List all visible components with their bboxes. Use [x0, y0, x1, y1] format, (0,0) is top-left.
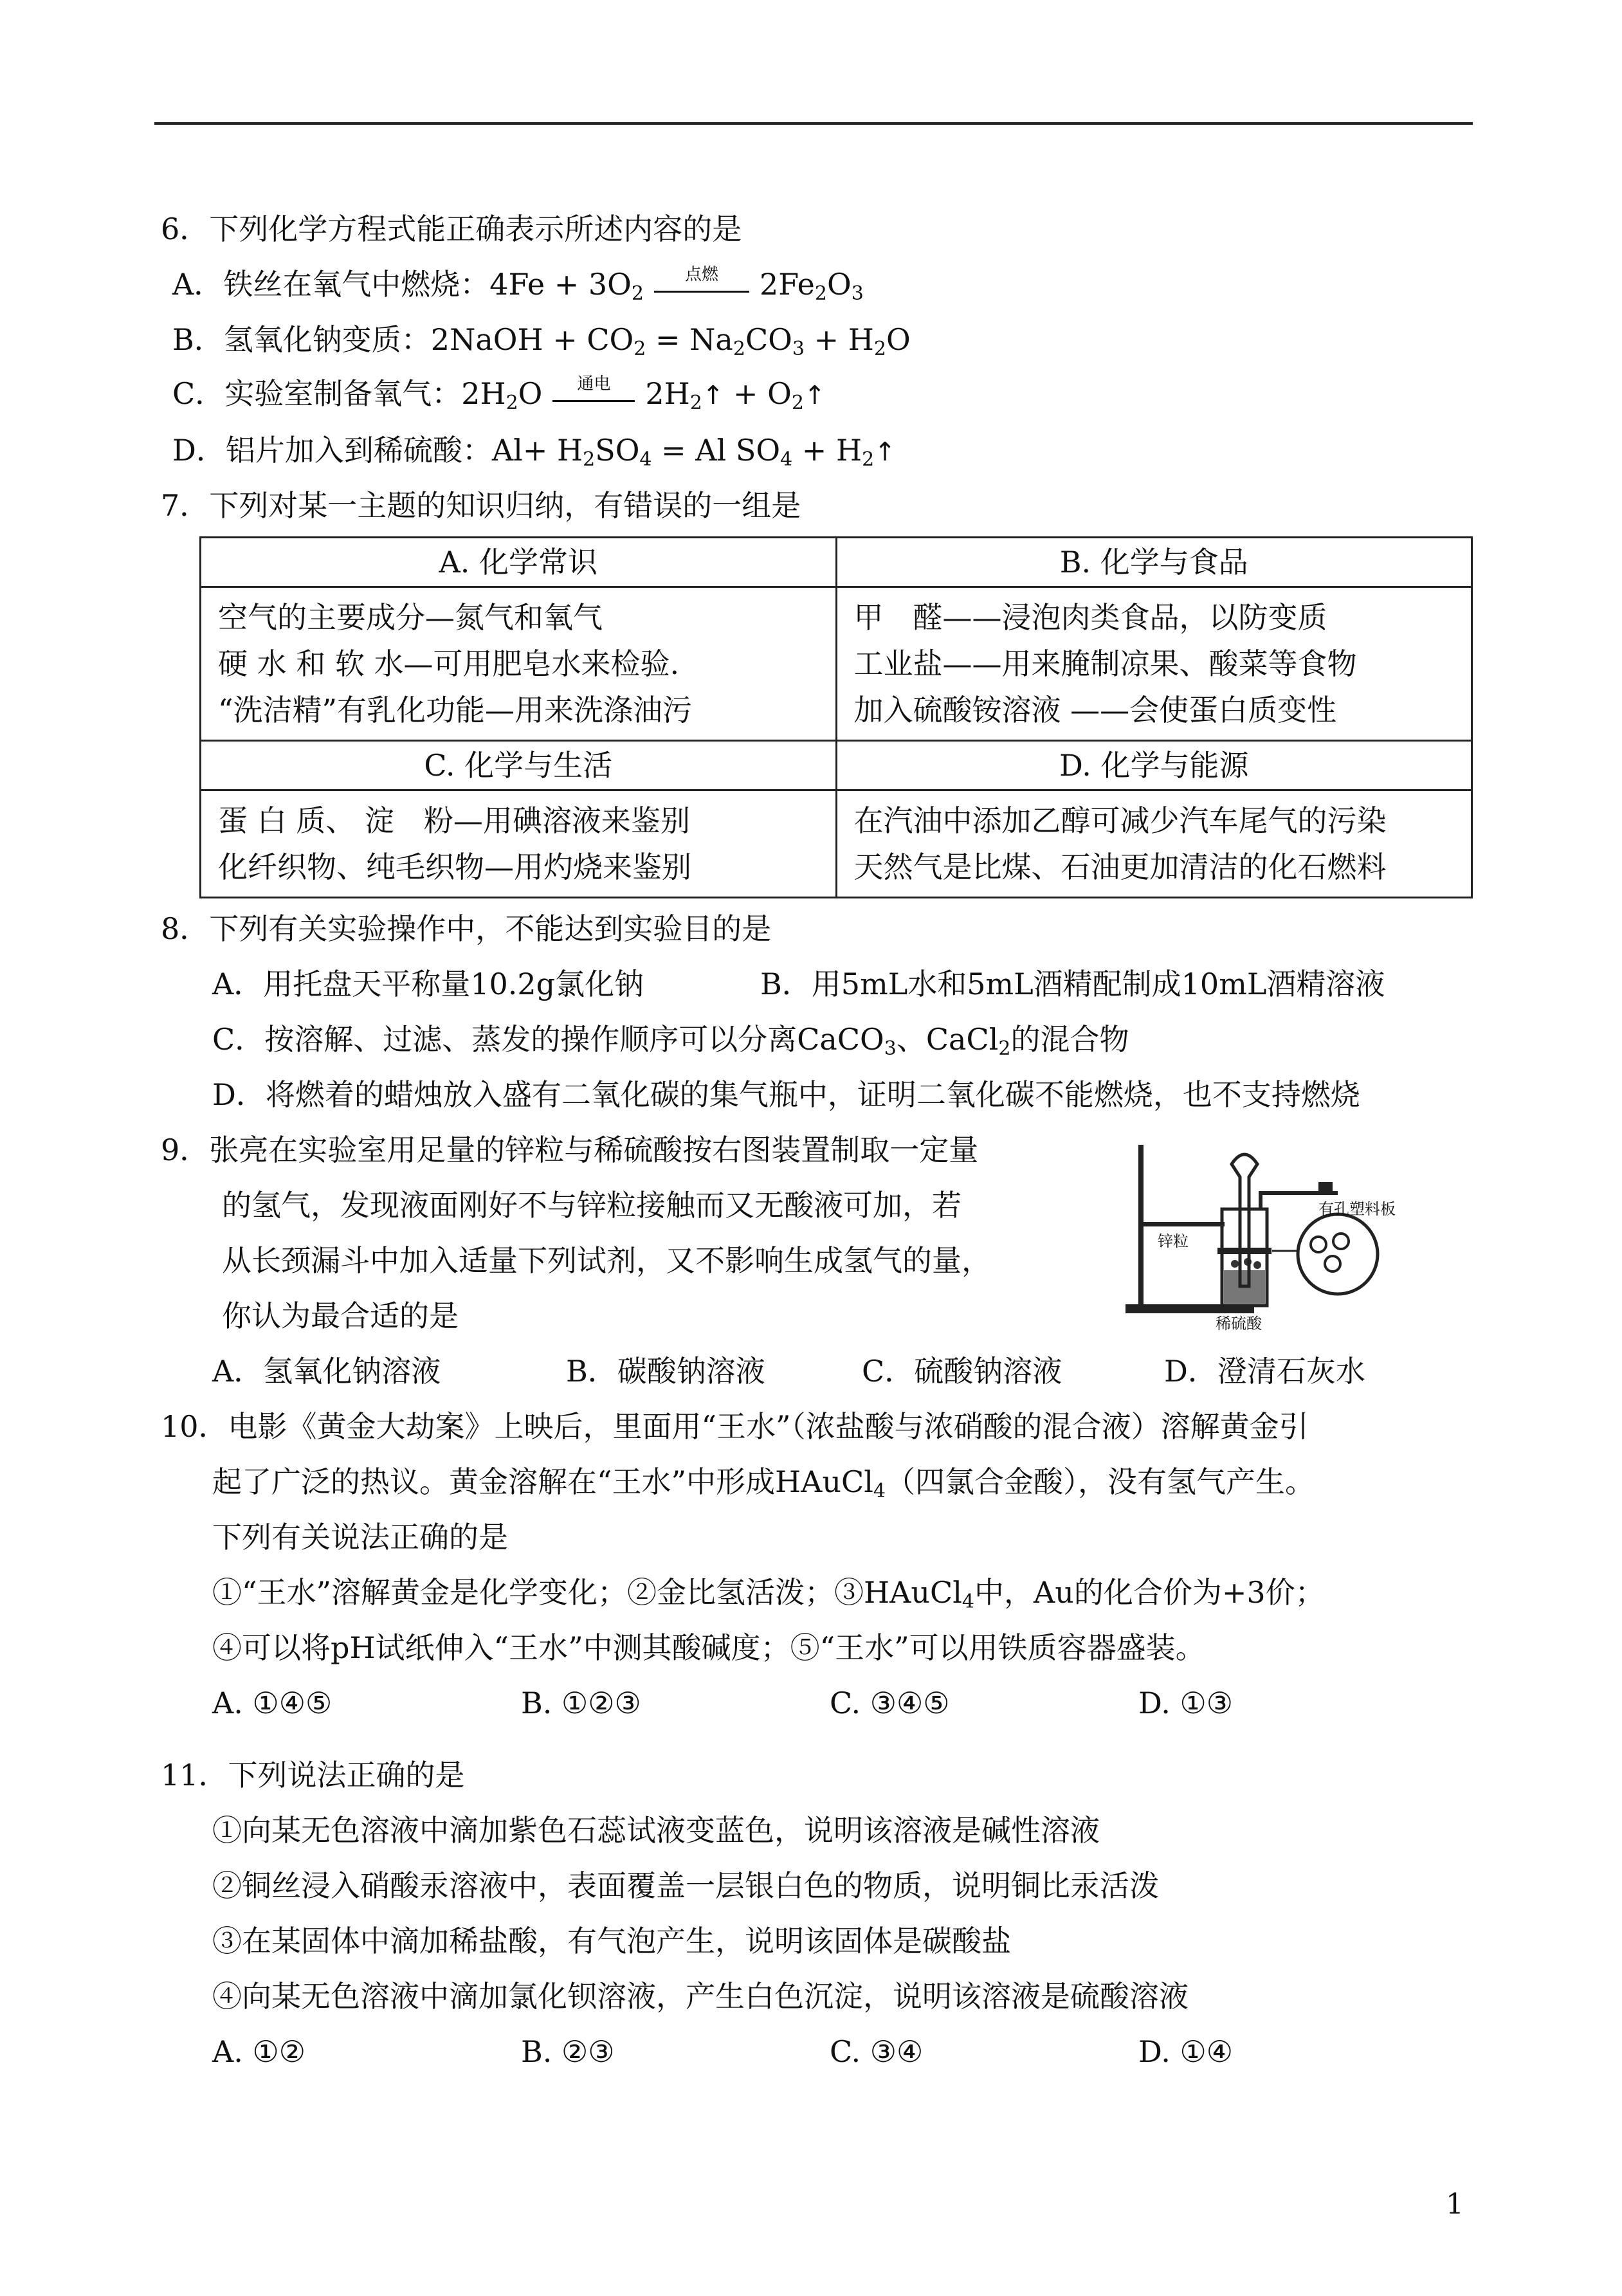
label-plate: 有孔塑料板	[1318, 1200, 1396, 1218]
table-cell-a: 空气的主要成分—氮气和氧气 硬 水 和 软 水—可用肥皂水来检验. “洗洁精”有乳化功能—用来洗涤油污	[201, 587, 837, 741]
q9-option-d: D．澄清石灰水	[1164, 1354, 1365, 1389]
q9-line-1: 9．张亮在实验室用足量的锌粒与稀硫酸按右图装置制取一定量	[161, 1133, 979, 1167]
q10-option-a: A. ①④⑤	[212, 1686, 333, 1720]
q8-stem: 8．下列有关实验操作中，不能达到实验目的是	[161, 911, 772, 946]
q11-item-2: ②铜丝浸入硝酸汞溶液中，表面覆盖一层银白色的物质，说明铜比汞活泼	[212, 1868, 1159, 1903]
table-cell-d: 在汽油中添加乙醇可减少汽车尾气的污染 天然气是比煤、石油更加清洁的化石燃料	[836, 790, 1472, 898]
q9-options	[212, 1352, 1434, 1390]
gas-arrow-icon: ↑	[874, 437, 896, 467]
q11-item-3: ③在某固体中滴加稀盐酸，有气泡产生，说明该固体是碳酸盐	[212, 1924, 1011, 1958]
q11-item-1: ①向某无色溶液中滴加紫色石蕊试液变蓝色，说明该溶液是碱性溶液	[212, 1813, 1100, 1848]
q11-options	[212, 2032, 1434, 2071]
q9-option-a: A．氢氧化钠溶液	[212, 1354, 441, 1389]
perforated-plate	[1217, 1248, 1271, 1254]
table-head-b: B. 化学与食品	[836, 538, 1472, 587]
hydrogen-apparatus-figure	[1125, 1138, 1460, 1331]
q10-line-2: 起了广泛的热议。黄金溶解在“王水”中形成HAuCl$_4$（四氯合金酸），没有氢气产生。	[212, 1464, 1315, 1502]
table-head-c: C. 化学与生活	[201, 741, 837, 790]
table-head-d: D. 化学与能源	[836, 741, 1472, 790]
q10-option-c: C. ③④⑤	[830, 1686, 950, 1720]
header-rule	[154, 122, 1473, 125]
clamp-arm	[1141, 1222, 1225, 1226]
reaction-condition-arrow: 点燃	[650, 274, 753, 300]
q10-line-4: ①“王水”溶解黄金是化学变化；②金比氢活泼；③HAuCl$_4$中，Au的化合价为+3价；	[212, 1575, 1325, 1613]
q11-item-4: ④向某无色溶液中滴加氯化钡溶液，产生白色沉淀，说明该溶液是硫酸溶液	[212, 1979, 1189, 2014]
table-head-a: A. 化学常识	[201, 538, 837, 587]
gas-arrow-icon: ↑	[803, 381, 826, 410]
q8-option-c: C．按溶解、过滤、蒸发的操作顺序可以分离CaCO$_3$、CaCl$_2$的混合物	[212, 1022, 1129, 1060]
gas-arrow-icon: ↑	[702, 381, 724, 410]
q10-options	[212, 1684, 1434, 1722]
q9-option-b: B．碳酸钠溶液	[566, 1354, 765, 1389]
knowledge-table	[199, 536, 1473, 898]
q11-option-a: A. ①②	[212, 2034, 305, 2069]
q10-line-5: ④可以将pH试纸伸入“王水”中测其酸碱度；⑤“王水”可以用铁质容器盛装。	[212, 1630, 1205, 1665]
q11-stem: 11．下列说法正确的是	[161, 1758, 465, 1792]
reaction-condition-arrow: 通电	[549, 383, 639, 409]
q6-option-b: B．氢氧化钠变质：2NaOH + $CO_2 = Na_2CO_3 + H_2O$	[172, 322, 911, 360]
q9-line-2: 的氢气，发现液面刚好不与锌粒接触而又无酸液可加，若	[222, 1188, 961, 1223]
q6-stem: 6．下列化学方程式能正确表示所述内容的是	[161, 212, 742, 246]
q9-line-3: 从长颈漏斗中加入适量下列试剂，又不影响生成氢气的量，	[222, 1243, 991, 1278]
q7-stem: 7．下列对某一主题的知识归纳，有错误的一组是	[161, 488, 801, 523]
table-cell-c: 蛋 白 质、 淀 粉—用碘溶液来鉴别 化纤织物、纯毛织物—用灼烧来鉴别	[201, 790, 837, 898]
q8-option-a: A．用托盘天平称量10.2g氯化钠	[212, 967, 644, 1001]
q10-option-b: B. ①②③	[521, 1686, 641, 1720]
label-zinc: 锌粒	[1158, 1232, 1189, 1250]
q11-option-d: D. ①④	[1138, 2034, 1233, 2069]
q11-option-b: B. ②③	[521, 2034, 615, 2069]
q8-option-d: D．将燃着的蜡烛放入盛有二氧化碳的集气瓶中，证明二氧化碳不能燃烧，也不支持燃烧	[212, 1077, 1360, 1112]
label-acid: 稀硫酸	[1216, 1315, 1262, 1331]
q10-line-3: 下列有关说法正确的是	[212, 1520, 508, 1554]
q6-option-c: C．实验室制备氧气：$2H_2O$ 通电 $2H_2↑$ + $O_2↑$	[172, 374, 826, 414]
q8-option-b: B．用5mL水和5mL酒精配制成10mL酒精溶液	[760, 967, 1385, 1001]
tube-clip	[1318, 1182, 1333, 1192]
table-cell-b: 甲 醛——浸泡肉类食品，以防变质 工业盐——用来腌制凉果、酸菜等食物 加入硫酸铵溶液 ——会使蛋白质变性	[836, 587, 1472, 741]
q6-option-d: D．铝片加入到稀硫酸：$Al+ H_2SO_4 = Al$ $SO_4$ + $H_2↑$	[172, 433, 896, 471]
q9-line-4: 你认为最合适的是	[222, 1298, 459, 1333]
q10-option-d: D. ①③	[1138, 1686, 1233, 1720]
q11-option-c: C. ③④	[830, 2034, 924, 2069]
q6-option-a: A．铁丝在氧气中燃烧：$4Fe + 3O_2$ 点燃 $2Fe_2O_3$	[172, 265, 864, 305]
page-number: 1	[1446, 2188, 1464, 2221]
q9-option-c: C．硫酸钠溶液	[862, 1354, 1062, 1389]
q10-line-1: 10．电影《黄金大劫案》上映后，里面用“王水”（浓盐酸与浓硝酸的混合液）溶解黄金引	[161, 1409, 1309, 1444]
